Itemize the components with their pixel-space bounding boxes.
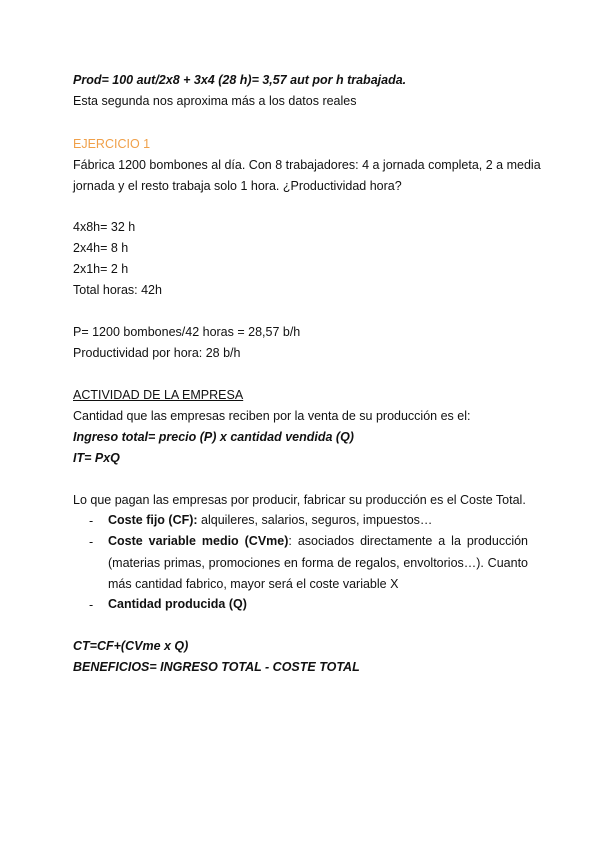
total-hours: Total horas: 42h: [73, 283, 162, 297]
productivity-per-hour: Productividad por hora: 28 b/h: [73, 346, 241, 360]
description-coste-variable: : asociados directamente a la producción (materias primas, promociones en forma de regalos, envoltorios…). Cuanto más cantidad fabrico, mayor será el coste variable X: [108, 534, 529, 591]
bullet-marker: -: [89, 514, 94, 528]
term-cantidad-producida: Cantidad producida (Q): [108, 597, 247, 611]
formula-ingreso-total: Ingreso total= precio (P) x cantidad vendida (Q): [73, 430, 354, 444]
term-coste-fijo: Coste fijo (CF):: [108, 513, 198, 527]
section-heading-actividad: ACTIVIDAD DE LA EMPRESA: [73, 388, 244, 402]
coste-intro: Lo que pagan las empresas por producir, fabricar su producción es el Coste Total.: [73, 493, 526, 507]
exercise-statement-line-2: jornada y el resto trabaja solo 1 hora. ¿Productividad hora?: [73, 179, 402, 193]
formula-coste-total: CT=CF+(CVme x Q): [73, 639, 189, 653]
hours-line: 4x8h= 32 h: [73, 220, 136, 234]
list-item-coste-variable: [108, 531, 528, 596]
productivity-formula: Prod= 100 aut/2x8 + 3x4 (28 h)= 3,57 aut por h trabajada.: [73, 73, 407, 87]
list-item-coste-fijo: [108, 510, 528, 532]
productivity-calculation: P= 1200 bombones/42 horas = 28,57 b/h: [73, 325, 301, 339]
formula-it: IT= PxQ: [73, 451, 120, 465]
bullet-marker: -: [89, 535, 94, 549]
term-coste-variable: Coste variable medio (CVme): [108, 534, 289, 548]
actividad-intro: Cantidad que las empresas reciben por la venta de su producción es el:: [73, 409, 471, 423]
hours-line: 2x1h= 2 h: [73, 262, 129, 276]
bullet-marker: -: [89, 598, 94, 612]
exercise-statement-line-1: Fábrica 1200 bombones al día. Con 8 trabajadores: 4 a jornada completa, 2 a media: [73, 158, 541, 172]
productivity-note: Esta segunda nos aproxima más a los datos reales: [73, 94, 357, 108]
hours-line: 2x4h= 8 h: [73, 241, 129, 255]
description-coste-fijo: alquileres, salarios, seguros, impuestos…: [197, 513, 433, 527]
exercise-title: EJERCICIO 1: [73, 137, 151, 151]
list-item-cantidad-producida: [108, 594, 528, 616]
formula-beneficios: BENEFICIOS= INGRESO TOTAL - COSTE TOTAL: [73, 660, 360, 674]
